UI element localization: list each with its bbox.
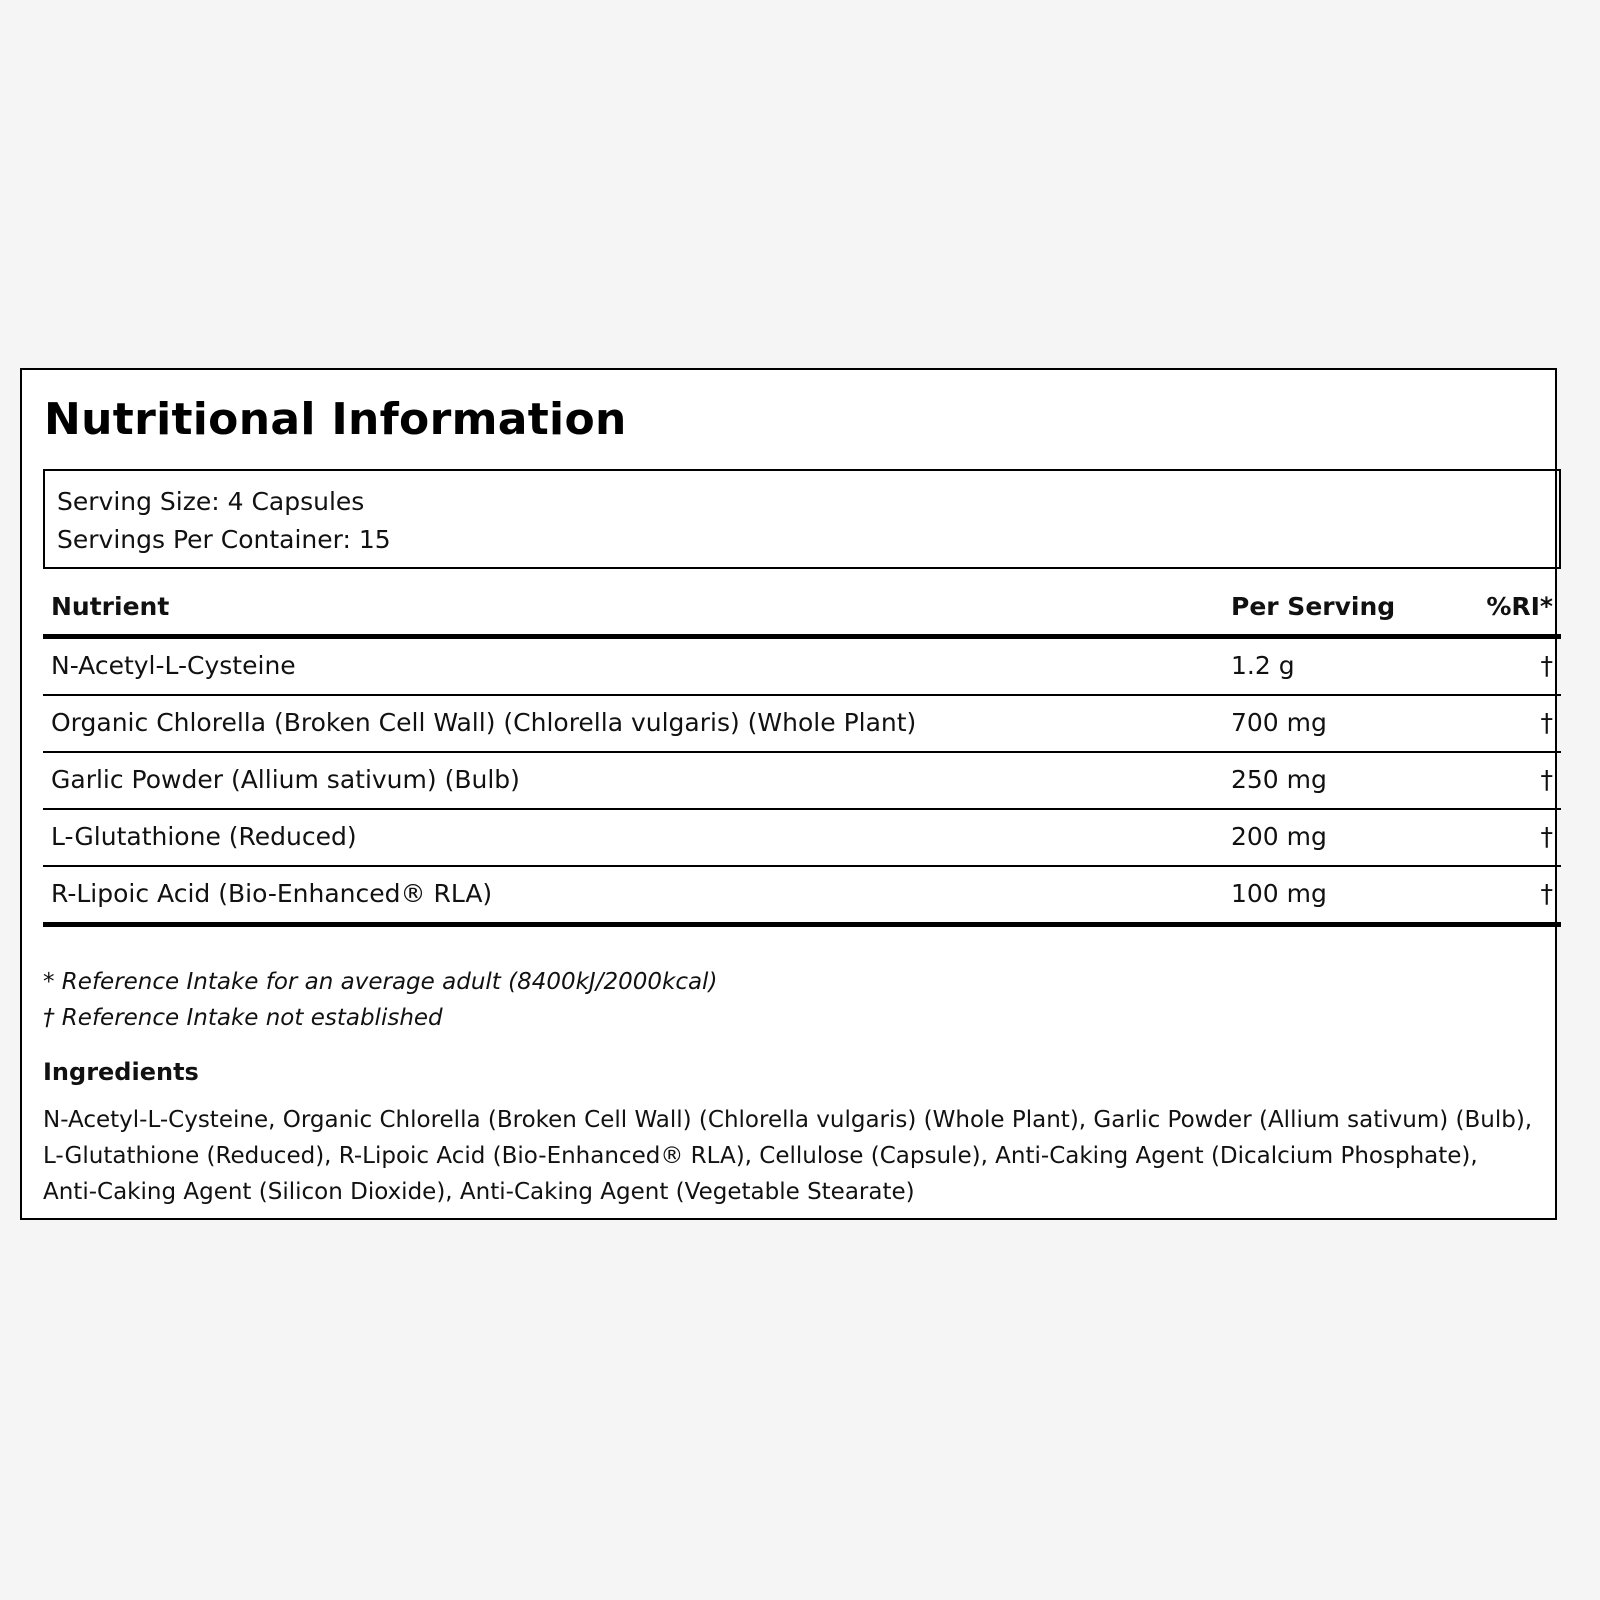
nutrient-ri: † bbox=[1540, 708, 1553, 737]
servings-per-container: Servings Per Container: 15 bbox=[57, 525, 391, 554]
footnote-not-established: † Reference Intake not established bbox=[43, 1005, 443, 1031]
table-row bbox=[43, 639, 1561, 696]
nutrient-name: L-Glutathione (Reduced) bbox=[51, 822, 357, 851]
footnotes bbox=[43, 964, 717, 1036]
table-row bbox=[43, 696, 1561, 753]
nutrient-ri: † bbox=[1540, 879, 1553, 908]
nutrient-name: Garlic Powder (Allium sativum) (Bulb) bbox=[51, 765, 520, 794]
nutrient-amount: 200 mg bbox=[1231, 822, 1327, 851]
header-nutrient: Nutrient bbox=[51, 592, 170, 621]
nutrient-amount: 250 mg bbox=[1231, 765, 1327, 794]
nutrient-name: R-Lipoic Acid (Bio-Enhanced® RLA) bbox=[51, 879, 493, 908]
nutrient-name: Organic Chlorella (Broken Cell Wall) (Chlorella vulgaris) (Whole Plant) bbox=[51, 708, 917, 737]
nutrient-amount: 100 mg bbox=[1231, 879, 1327, 908]
serving-info-box bbox=[43, 469, 1561, 569]
header-per-serving: Per Serving bbox=[1231, 592, 1396, 621]
header-ri: %RI* bbox=[1486, 592, 1553, 621]
nutrient-ri: † bbox=[1540, 822, 1553, 851]
footnote-reference-intake: * Reference Intake for an average adult (8400kJ/2000kcal) bbox=[43, 969, 718, 995]
serving-size: Serving Size: 4 Capsules bbox=[57, 487, 365, 516]
nutrient-ri: † bbox=[1540, 651, 1553, 680]
table-row bbox=[43, 753, 1561, 810]
nutrition-panel bbox=[20, 368, 1557, 1220]
nutrient-amount: 1.2 g bbox=[1231, 651, 1295, 680]
table-header bbox=[43, 590, 1561, 639]
ingredients-list: N-Acetyl-L-Cysteine, Organic Chlorella (Broken Cell Wall) (Chlorella vulgaris) (Whole Plant), Garlic Powder (Allium sativum) (Bulb), L-Glutathione (Reduced), R-Lipoic Acid (Bio-Enhanced® RLA), Cellulose (Capsule), Anti-Caking Agent (Dicalcium Phosphate), Anti-Caking Agent (Silicon Dioxide), Anti-Caking Agent (Vegetable Stearate) bbox=[43, 1107, 1533, 1205]
page-title: Nutritional Information bbox=[44, 394, 627, 445]
table-row bbox=[43, 810, 1561, 867]
nutrient-table bbox=[43, 590, 1561, 927]
nutrient-amount: 700 mg bbox=[1231, 708, 1327, 737]
nutrient-ri: † bbox=[1540, 765, 1553, 794]
ingredients-heading: Ingredients bbox=[43, 1058, 199, 1086]
table-row bbox=[43, 867, 1561, 927]
nutrient-name: N-Acetyl-L-Cysteine bbox=[51, 651, 296, 680]
